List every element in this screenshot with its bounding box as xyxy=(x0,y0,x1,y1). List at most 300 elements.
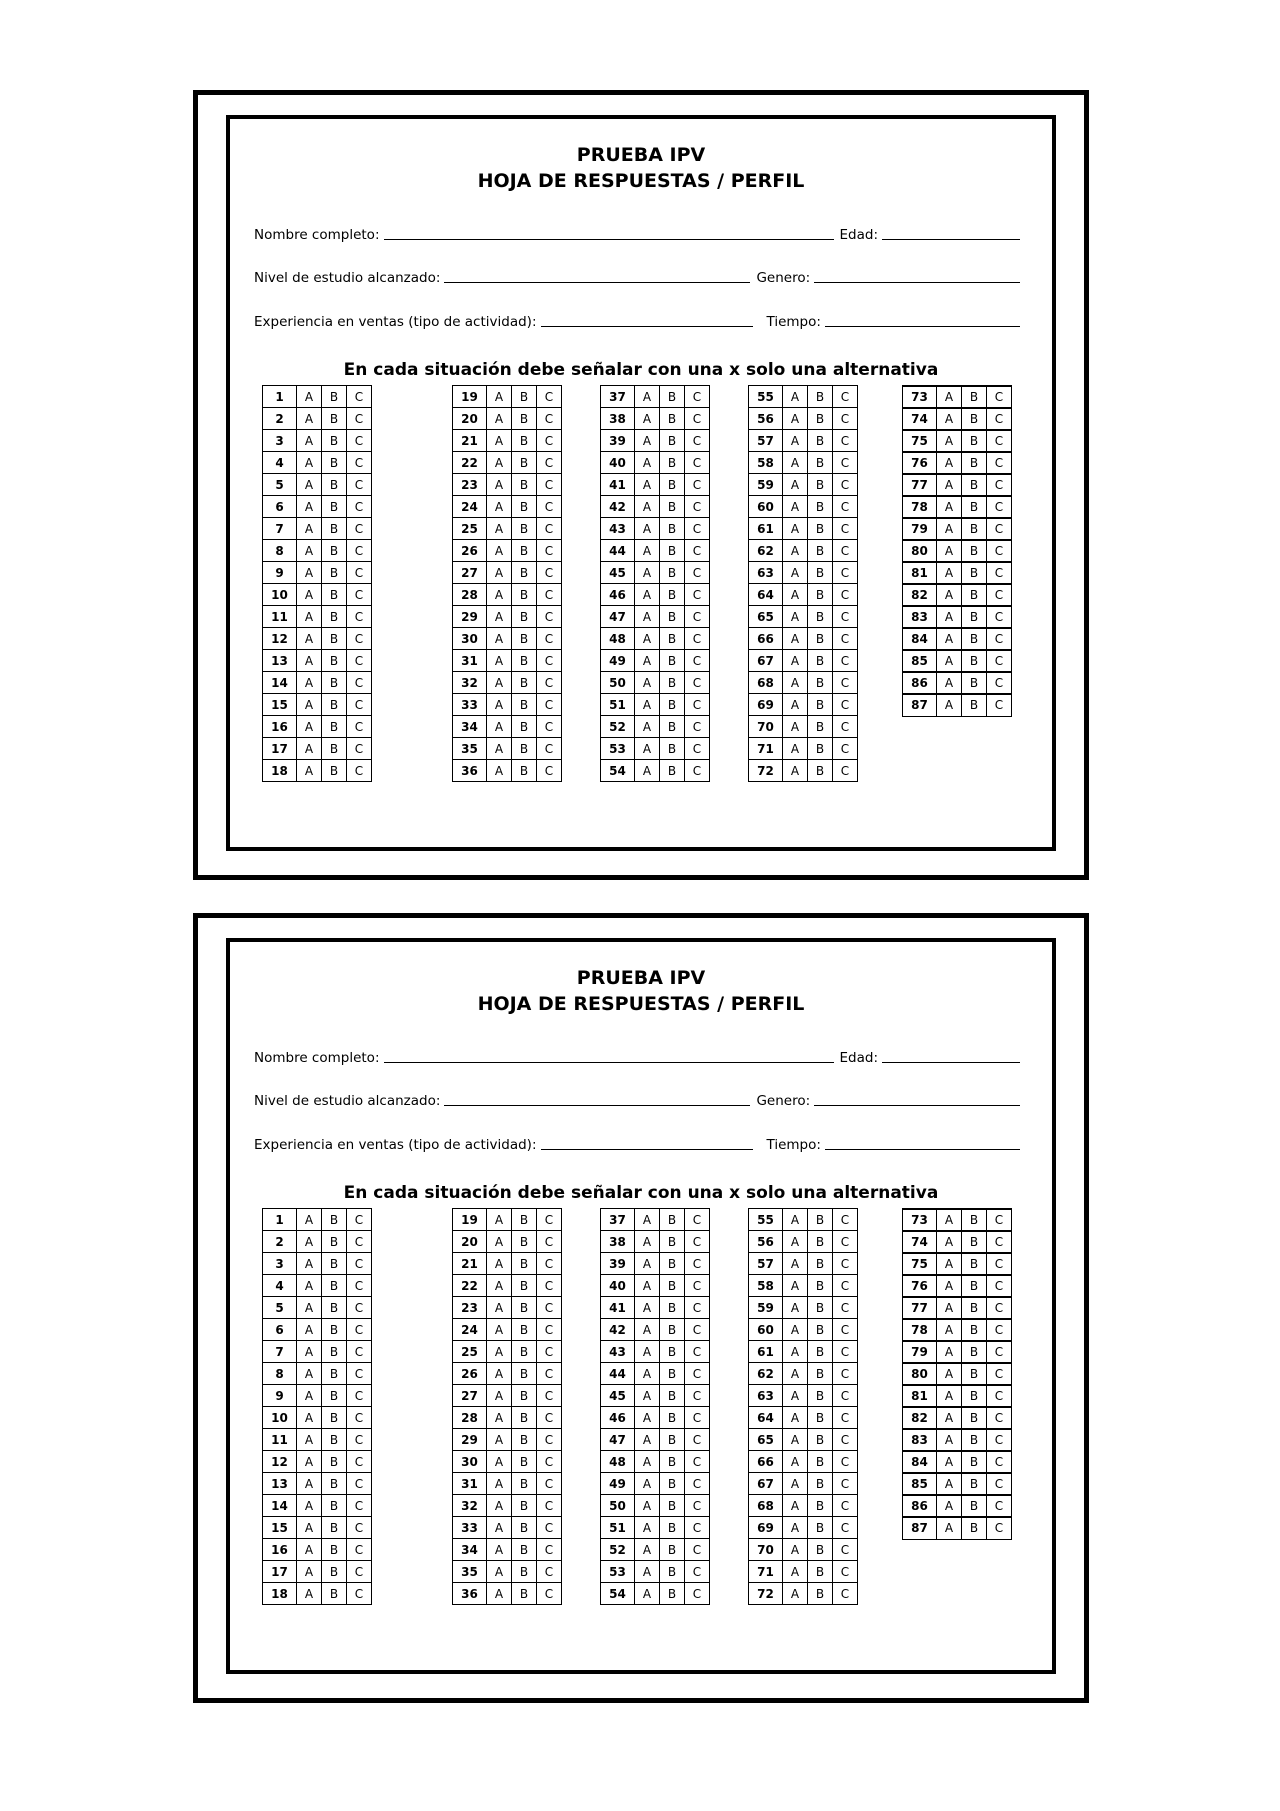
option-b-cell[interactable]: B xyxy=(322,1319,347,1341)
option-b-cell[interactable]: B xyxy=(512,1297,537,1319)
option-b-cell[interactable]: B xyxy=(322,1209,347,1231)
option-c-cell[interactable]: C xyxy=(833,1209,858,1231)
option-c-cell[interactable]: C xyxy=(833,628,858,650)
option-c-cell[interactable]: C xyxy=(685,694,710,716)
option-a-cell[interactable]: A xyxy=(937,474,962,496)
option-a-cell[interactable]: A xyxy=(635,540,660,562)
option-b-cell[interactable]: B xyxy=(808,1231,833,1253)
option-c-cell[interactable]: C xyxy=(987,1429,1012,1451)
option-c-cell[interactable]: C xyxy=(685,386,710,408)
option-b-cell[interactable]: B xyxy=(512,628,537,650)
option-a-cell[interactable]: A xyxy=(487,760,512,782)
option-a-cell[interactable]: A xyxy=(487,1451,512,1473)
option-b-cell[interactable]: B xyxy=(808,1385,833,1407)
option-b-cell[interactable]: B xyxy=(512,1363,537,1385)
option-a-cell[interactable]: A xyxy=(783,540,808,562)
option-c-cell[interactable]: C xyxy=(833,1407,858,1429)
option-a-cell[interactable]: A xyxy=(297,1561,322,1583)
option-a-cell[interactable]: A xyxy=(783,1253,808,1275)
option-c-cell[interactable]: C xyxy=(347,540,372,562)
option-c-cell[interactable]: C xyxy=(833,1517,858,1539)
option-a-cell[interactable]: A xyxy=(297,1429,322,1451)
option-a-cell[interactable]: A xyxy=(783,518,808,540)
option-b-cell[interactable]: B xyxy=(962,1473,987,1495)
option-a-cell[interactable]: A xyxy=(487,694,512,716)
option-c-cell[interactable]: C xyxy=(537,1231,562,1253)
option-c-cell[interactable]: C xyxy=(685,738,710,760)
option-b-cell[interactable]: B xyxy=(962,518,987,540)
option-b-cell[interactable]: B xyxy=(322,1385,347,1407)
option-b-cell[interactable]: B xyxy=(962,1231,987,1253)
option-a-cell[interactable]: A xyxy=(487,452,512,474)
option-b-cell[interactable]: B xyxy=(962,1385,987,1407)
option-c-cell[interactable]: C xyxy=(987,430,1012,452)
option-b-cell[interactable]: B xyxy=(512,1539,537,1561)
option-a-cell[interactable]: A xyxy=(937,386,962,408)
option-b-cell[interactable]: B xyxy=(660,760,685,782)
option-b-cell[interactable]: B xyxy=(962,584,987,606)
option-b-cell[interactable]: B xyxy=(808,584,833,606)
option-a-cell[interactable]: A xyxy=(635,1253,660,1275)
option-c-cell[interactable]: C xyxy=(833,1429,858,1451)
option-a-cell[interactable]: A xyxy=(297,1363,322,1385)
option-b-cell[interactable]: B xyxy=(660,1495,685,1517)
gender-field[interactable] xyxy=(814,1093,1020,1106)
option-a-cell[interactable]: A xyxy=(487,1209,512,1231)
option-b-cell[interactable]: B xyxy=(322,1297,347,1319)
experience-field[interactable] xyxy=(541,314,753,327)
option-c-cell[interactable]: C xyxy=(537,1517,562,1539)
option-c-cell[interactable]: C xyxy=(833,1451,858,1473)
option-c-cell[interactable]: C xyxy=(833,584,858,606)
option-b-cell[interactable]: B xyxy=(322,1363,347,1385)
option-b-cell[interactable]: B xyxy=(808,1539,833,1561)
option-a-cell[interactable]: A xyxy=(635,562,660,584)
option-c-cell[interactable]: C xyxy=(987,474,1012,496)
option-c-cell[interactable]: C xyxy=(537,1429,562,1451)
option-b-cell[interactable]: B xyxy=(660,1253,685,1275)
option-b-cell[interactable]: B xyxy=(660,386,685,408)
option-c-cell[interactable]: C xyxy=(537,540,562,562)
option-a-cell[interactable]: A xyxy=(297,1297,322,1319)
education-field[interactable] xyxy=(444,1093,750,1106)
option-a-cell[interactable]: A xyxy=(487,1561,512,1583)
option-a-cell[interactable]: A xyxy=(635,1407,660,1429)
option-c-cell[interactable]: C xyxy=(833,716,858,738)
option-c-cell[interactable]: C xyxy=(537,1407,562,1429)
option-b-cell[interactable]: B xyxy=(808,650,833,672)
option-c-cell[interactable]: C xyxy=(833,540,858,562)
option-a-cell[interactable]: A xyxy=(783,628,808,650)
option-b-cell[interactable]: B xyxy=(660,1385,685,1407)
option-a-cell[interactable]: A xyxy=(937,1297,962,1319)
option-b-cell[interactable]: B xyxy=(808,1297,833,1319)
option-a-cell[interactable]: A xyxy=(635,672,660,694)
option-b-cell[interactable]: B xyxy=(512,1473,537,1495)
option-a-cell[interactable]: A xyxy=(297,1583,322,1605)
option-c-cell[interactable]: C xyxy=(537,650,562,672)
option-c-cell[interactable]: C xyxy=(347,584,372,606)
option-c-cell[interactable]: C xyxy=(833,474,858,496)
option-b-cell[interactable]: B xyxy=(660,694,685,716)
option-c-cell[interactable]: C xyxy=(685,1539,710,1561)
gender-field[interactable] xyxy=(814,270,1020,283)
option-b-cell[interactable]: B xyxy=(512,1253,537,1275)
option-a-cell[interactable]: A xyxy=(783,650,808,672)
option-c-cell[interactable]: C xyxy=(685,408,710,430)
option-c-cell[interactable]: C xyxy=(833,562,858,584)
option-c-cell[interactable]: C xyxy=(987,562,1012,584)
option-a-cell[interactable]: A xyxy=(937,540,962,562)
option-b-cell[interactable]: B xyxy=(322,540,347,562)
option-c-cell[interactable]: C xyxy=(833,694,858,716)
option-c-cell[interactable]: C xyxy=(347,386,372,408)
option-a-cell[interactable]: A xyxy=(297,474,322,496)
option-a-cell[interactable]: A xyxy=(297,496,322,518)
option-b-cell[interactable]: B xyxy=(660,672,685,694)
option-c-cell[interactable]: C xyxy=(537,694,562,716)
option-b-cell[interactable]: B xyxy=(962,1341,987,1363)
option-b-cell[interactable]: B xyxy=(660,1209,685,1231)
option-a-cell[interactable]: A xyxy=(937,562,962,584)
option-b-cell[interactable]: B xyxy=(660,584,685,606)
option-c-cell[interactable]: C xyxy=(987,1209,1012,1231)
option-b-cell[interactable]: B xyxy=(962,1319,987,1341)
option-c-cell[interactable]: C xyxy=(685,1297,710,1319)
option-c-cell[interactable]: C xyxy=(347,452,372,474)
option-a-cell[interactable]: A xyxy=(635,1495,660,1517)
option-c-cell[interactable]: C xyxy=(833,672,858,694)
option-c-cell[interactable]: C xyxy=(537,1583,562,1605)
option-a-cell[interactable]: A xyxy=(487,716,512,738)
option-a-cell[interactable]: A xyxy=(297,1275,322,1297)
option-a-cell[interactable]: A xyxy=(937,1341,962,1363)
option-b-cell[interactable]: B xyxy=(962,1297,987,1319)
option-a-cell[interactable]: A xyxy=(937,1429,962,1451)
option-a-cell[interactable]: A xyxy=(937,1407,962,1429)
option-a-cell[interactable]: A xyxy=(297,518,322,540)
option-b-cell[interactable]: B xyxy=(322,672,347,694)
option-a-cell[interactable]: A xyxy=(487,408,512,430)
option-c-cell[interactable]: C xyxy=(685,518,710,540)
option-b-cell[interactable]: B xyxy=(808,1451,833,1473)
option-c-cell[interactable]: C xyxy=(987,452,1012,474)
option-b-cell[interactable]: B xyxy=(322,738,347,760)
option-c-cell[interactable]: C xyxy=(987,540,1012,562)
option-c-cell[interactable]: C xyxy=(685,650,710,672)
option-b-cell[interactable]: B xyxy=(962,606,987,628)
option-c-cell[interactable]: C xyxy=(537,1253,562,1275)
option-a-cell[interactable]: A xyxy=(783,474,808,496)
option-c-cell[interactable]: C xyxy=(685,606,710,628)
option-b-cell[interactable]: B xyxy=(808,1561,833,1583)
option-c-cell[interactable]: C xyxy=(685,496,710,518)
option-c-cell[interactable]: C xyxy=(347,1209,372,1231)
option-a-cell[interactable]: A xyxy=(297,1517,322,1539)
option-b-cell[interactable]: B xyxy=(808,452,833,474)
option-b-cell[interactable]: B xyxy=(808,518,833,540)
option-a-cell[interactable]: A xyxy=(487,1473,512,1495)
option-a-cell[interactable]: A xyxy=(487,1539,512,1561)
option-b-cell[interactable]: B xyxy=(660,430,685,452)
option-b-cell[interactable]: B xyxy=(962,1429,987,1451)
option-b-cell[interactable]: B xyxy=(512,408,537,430)
option-b-cell[interactable]: B xyxy=(322,628,347,650)
option-a-cell[interactable]: A xyxy=(297,694,322,716)
option-c-cell[interactable]: C xyxy=(987,1517,1012,1539)
option-a-cell[interactable]: A xyxy=(297,1495,322,1517)
option-b-cell[interactable]: B xyxy=(322,694,347,716)
option-b-cell[interactable]: B xyxy=(660,628,685,650)
option-b-cell[interactable]: B xyxy=(512,562,537,584)
option-a-cell[interactable]: A xyxy=(783,1319,808,1341)
option-b-cell[interactable]: B xyxy=(322,1539,347,1561)
option-a-cell[interactable]: A xyxy=(297,1253,322,1275)
option-b-cell[interactable]: B xyxy=(660,474,685,496)
option-c-cell[interactable]: C xyxy=(347,606,372,628)
option-b-cell[interactable]: B xyxy=(512,430,537,452)
option-b-cell[interactable]: B xyxy=(512,1407,537,1429)
name-field[interactable] xyxy=(384,227,834,240)
option-a-cell[interactable]: A xyxy=(783,1451,808,1473)
option-a-cell[interactable]: A xyxy=(783,1231,808,1253)
option-c-cell[interactable]: C xyxy=(347,430,372,452)
option-b-cell[interactable]: B xyxy=(808,628,833,650)
option-c-cell[interactable]: C xyxy=(833,1385,858,1407)
option-a-cell[interactable]: A xyxy=(635,496,660,518)
option-a-cell[interactable]: A xyxy=(635,474,660,496)
option-a-cell[interactable]: A xyxy=(783,430,808,452)
option-b-cell[interactable]: B xyxy=(808,1275,833,1297)
option-b-cell[interactable]: B xyxy=(322,716,347,738)
option-c-cell[interactable]: C xyxy=(347,562,372,584)
option-b-cell[interactable]: B xyxy=(322,650,347,672)
option-a-cell[interactable]: A xyxy=(297,1407,322,1429)
option-a-cell[interactable]: A xyxy=(487,1319,512,1341)
option-c-cell[interactable]: C xyxy=(685,1385,710,1407)
option-c-cell[interactable]: C xyxy=(685,1495,710,1517)
option-a-cell[interactable]: A xyxy=(635,1517,660,1539)
option-c-cell[interactable]: C xyxy=(537,1561,562,1583)
option-c-cell[interactable]: C xyxy=(537,518,562,540)
option-a-cell[interactable]: A xyxy=(783,672,808,694)
option-b-cell[interactable]: B xyxy=(808,1209,833,1231)
option-c-cell[interactable]: C xyxy=(833,408,858,430)
option-c-cell[interactable]: C xyxy=(537,1539,562,1561)
option-b-cell[interactable]: B xyxy=(512,1341,537,1363)
option-c-cell[interactable]: C xyxy=(833,1561,858,1583)
option-a-cell[interactable]: A xyxy=(937,1319,962,1341)
option-b-cell[interactable]: B xyxy=(322,452,347,474)
option-a-cell[interactable]: A xyxy=(635,518,660,540)
option-c-cell[interactable]: C xyxy=(685,452,710,474)
option-a-cell[interactable]: A xyxy=(487,738,512,760)
option-a-cell[interactable]: A xyxy=(297,452,322,474)
option-a-cell[interactable]: A xyxy=(635,760,660,782)
option-a-cell[interactable]: A xyxy=(937,628,962,650)
option-c-cell[interactable]: C xyxy=(685,1363,710,1385)
option-a-cell[interactable]: A xyxy=(635,1319,660,1341)
option-a-cell[interactable]: A xyxy=(937,430,962,452)
option-c-cell[interactable]: C xyxy=(347,1363,372,1385)
option-b-cell[interactable]: B xyxy=(512,1517,537,1539)
option-b-cell[interactable]: B xyxy=(512,1429,537,1451)
option-c-cell[interactable]: C xyxy=(537,452,562,474)
option-b-cell[interactable]: B xyxy=(512,1495,537,1517)
option-c-cell[interactable]: C xyxy=(833,606,858,628)
option-a-cell[interactable]: A xyxy=(635,1363,660,1385)
option-b-cell[interactable]: B xyxy=(962,430,987,452)
option-b-cell[interactable]: B xyxy=(512,1451,537,1473)
option-b-cell[interactable]: B xyxy=(322,1473,347,1495)
option-b-cell[interactable]: B xyxy=(660,452,685,474)
option-a-cell[interactable]: A xyxy=(297,738,322,760)
option-c-cell[interactable]: C xyxy=(987,694,1012,716)
option-c-cell[interactable]: C xyxy=(537,430,562,452)
option-b-cell[interactable]: B xyxy=(808,1429,833,1451)
option-c-cell[interactable]: C xyxy=(537,716,562,738)
option-a-cell[interactable]: A xyxy=(487,540,512,562)
option-c-cell[interactable]: C xyxy=(347,716,372,738)
option-b-cell[interactable]: B xyxy=(660,738,685,760)
option-b-cell[interactable]: B xyxy=(660,540,685,562)
option-a-cell[interactable]: A xyxy=(297,540,322,562)
option-c-cell[interactable]: C xyxy=(537,1495,562,1517)
option-c-cell[interactable]: C xyxy=(987,1341,1012,1363)
option-b-cell[interactable]: B xyxy=(808,540,833,562)
option-a-cell[interactable]: A xyxy=(487,606,512,628)
option-c-cell[interactable]: C xyxy=(537,672,562,694)
option-c-cell[interactable]: C xyxy=(987,1473,1012,1495)
option-c-cell[interactable]: C xyxy=(537,760,562,782)
option-c-cell[interactable]: C xyxy=(833,1231,858,1253)
option-a-cell[interactable]: A xyxy=(783,760,808,782)
option-c-cell[interactable]: C xyxy=(987,1451,1012,1473)
option-c-cell[interactable]: C xyxy=(537,496,562,518)
option-c-cell[interactable]: C xyxy=(347,408,372,430)
option-a-cell[interactable]: A xyxy=(635,430,660,452)
option-a-cell[interactable]: A xyxy=(487,1253,512,1275)
option-a-cell[interactable]: A xyxy=(487,1297,512,1319)
option-b-cell[interactable]: B xyxy=(660,1341,685,1363)
option-a-cell[interactable]: A xyxy=(635,1539,660,1561)
option-c-cell[interactable]: C xyxy=(987,1297,1012,1319)
option-b-cell[interactable]: B xyxy=(660,1473,685,1495)
option-a-cell[interactable]: A xyxy=(937,1385,962,1407)
option-c-cell[interactable]: C xyxy=(537,1451,562,1473)
option-a-cell[interactable]: A xyxy=(487,628,512,650)
option-b-cell[interactable]: B xyxy=(808,694,833,716)
option-a-cell[interactable]: A xyxy=(487,1495,512,1517)
option-c-cell[interactable]: C xyxy=(537,1473,562,1495)
option-c-cell[interactable]: C xyxy=(833,386,858,408)
option-b-cell[interactable]: B xyxy=(512,386,537,408)
option-a-cell[interactable]: A xyxy=(297,1385,322,1407)
option-c-cell[interactable]: C xyxy=(537,628,562,650)
option-b-cell[interactable]: B xyxy=(512,694,537,716)
option-a-cell[interactable]: A xyxy=(487,1275,512,1297)
option-a-cell[interactable]: A xyxy=(487,1385,512,1407)
option-a-cell[interactable]: A xyxy=(937,672,962,694)
option-c-cell[interactable]: C xyxy=(833,1473,858,1495)
option-b-cell[interactable]: B xyxy=(808,1583,833,1605)
option-b-cell[interactable]: B xyxy=(322,1341,347,1363)
option-c-cell[interactable]: C xyxy=(347,738,372,760)
option-a-cell[interactable]: A xyxy=(783,408,808,430)
option-b-cell[interactable]: B xyxy=(322,1407,347,1429)
option-b-cell[interactable]: B xyxy=(322,1253,347,1275)
option-a-cell[interactable]: A xyxy=(783,496,808,518)
option-c-cell[interactable]: C xyxy=(685,672,710,694)
option-b-cell[interactable]: B xyxy=(962,1253,987,1275)
option-a-cell[interactable]: A xyxy=(635,1275,660,1297)
option-b-cell[interactable]: B xyxy=(808,738,833,760)
option-c-cell[interactable]: C xyxy=(347,496,372,518)
option-c-cell[interactable]: C xyxy=(833,738,858,760)
option-a-cell[interactable]: A xyxy=(783,452,808,474)
option-a-cell[interactable]: A xyxy=(297,408,322,430)
option-c-cell[interactable]: C xyxy=(833,1583,858,1605)
option-c-cell[interactable]: C xyxy=(987,1385,1012,1407)
option-b-cell[interactable]: B xyxy=(660,1517,685,1539)
option-c-cell[interactable]: C xyxy=(833,1319,858,1341)
option-c-cell[interactable]: C xyxy=(833,1363,858,1385)
option-b-cell[interactable]: B xyxy=(512,584,537,606)
option-a-cell[interactable]: A xyxy=(297,1209,322,1231)
option-b-cell[interactable]: B xyxy=(322,408,347,430)
option-a-cell[interactable]: A xyxy=(783,1275,808,1297)
option-a-cell[interactable]: A xyxy=(635,386,660,408)
option-a-cell[interactable]: A xyxy=(783,1363,808,1385)
option-a-cell[interactable]: A xyxy=(487,672,512,694)
option-b-cell[interactable]: B xyxy=(512,474,537,496)
option-a-cell[interactable]: A xyxy=(783,1429,808,1451)
option-c-cell[interactable]: C xyxy=(685,1253,710,1275)
option-b-cell[interactable]: B xyxy=(322,1495,347,1517)
option-a-cell[interactable]: A xyxy=(783,1341,808,1363)
option-c-cell[interactable]: C xyxy=(537,1209,562,1231)
option-c-cell[interactable]: C xyxy=(537,1319,562,1341)
option-b-cell[interactable]: B xyxy=(808,1517,833,1539)
option-a-cell[interactable]: A xyxy=(937,1253,962,1275)
option-b-cell[interactable]: B xyxy=(962,1451,987,1473)
option-c-cell[interactable]: C xyxy=(685,760,710,782)
option-b-cell[interactable]: B xyxy=(512,606,537,628)
option-a-cell[interactable]: A xyxy=(783,1495,808,1517)
option-c-cell[interactable]: C xyxy=(685,1429,710,1451)
option-c-cell[interactable]: C xyxy=(685,584,710,606)
option-b-cell[interactable]: B xyxy=(322,430,347,452)
option-b-cell[interactable]: B xyxy=(322,1583,347,1605)
option-a-cell[interactable]: A xyxy=(783,1385,808,1407)
option-a-cell[interactable]: A xyxy=(635,1341,660,1363)
option-b-cell[interactable]: B xyxy=(660,606,685,628)
option-c-cell[interactable]: C xyxy=(833,1341,858,1363)
option-b-cell[interactable]: B xyxy=(660,518,685,540)
option-a-cell[interactable]: A xyxy=(487,1407,512,1429)
option-a-cell[interactable]: A xyxy=(937,1363,962,1385)
option-a-cell[interactable]: A xyxy=(297,650,322,672)
option-a-cell[interactable]: A xyxy=(635,1473,660,1495)
option-c-cell[interactable]: C xyxy=(685,628,710,650)
option-c-cell[interactable]: C xyxy=(833,1539,858,1561)
option-a-cell[interactable]: A xyxy=(487,474,512,496)
option-c-cell[interactable]: C xyxy=(685,1231,710,1253)
option-c-cell[interactable]: C xyxy=(347,1583,372,1605)
option-b-cell[interactable]: B xyxy=(512,1583,537,1605)
option-a-cell[interactable]: A xyxy=(635,452,660,474)
option-b-cell[interactable]: B xyxy=(808,1495,833,1517)
